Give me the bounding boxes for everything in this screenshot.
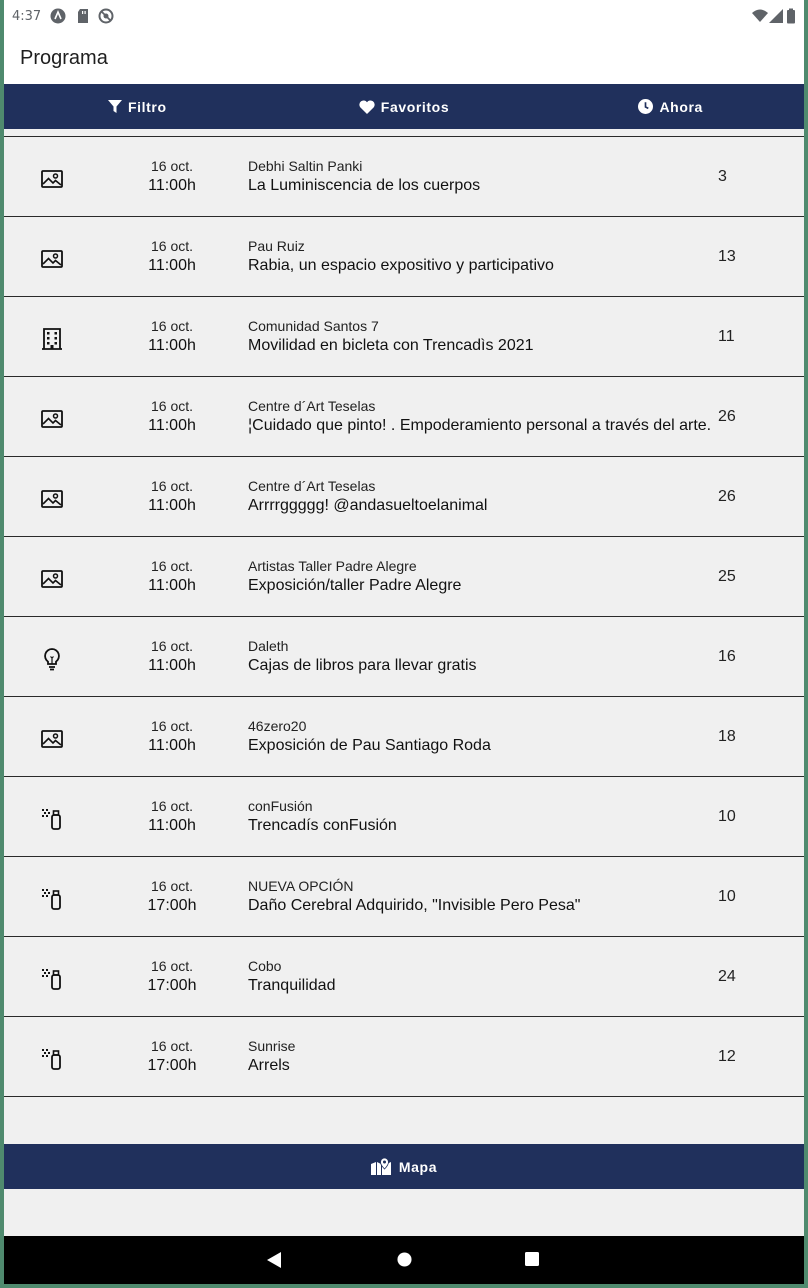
event-time: 11:00h xyxy=(148,257,196,274)
image-icon xyxy=(40,727,64,751)
event-number: 16 xyxy=(718,648,736,665)
event-number: 26 xyxy=(718,408,736,425)
event-title: Arrels xyxy=(248,1057,290,1074)
event-title: ¦Cuidado que pinto! . Empoderamiento personal a través del arte. xyxy=(248,417,712,434)
event-number: 11 xyxy=(718,328,735,345)
map-icon xyxy=(371,1158,391,1175)
event-title: Rabia, un espacio expositivo y participativo xyxy=(248,257,554,274)
event-time: 17:00h xyxy=(147,977,197,994)
system-nav-bar xyxy=(4,1236,804,1284)
recents-icon[interactable] xyxy=(525,1252,539,1266)
filter-icon xyxy=(108,100,122,114)
event-author: Sunrise xyxy=(248,1038,296,1054)
lightbulb-icon xyxy=(40,647,64,671)
event-time: 11:00h xyxy=(148,577,196,594)
event-date: 16 oct. xyxy=(150,798,194,814)
event-author: Pau Ruiz xyxy=(248,238,305,254)
event-row[interactable] xyxy=(4,777,804,857)
event-number: 26 xyxy=(718,488,736,505)
event-date: 16 oct. xyxy=(150,158,194,174)
event-date: 16 oct. xyxy=(150,478,194,494)
filter-label: Filtro xyxy=(128,98,167,115)
event-date: 16 oct. xyxy=(150,1038,194,1054)
event-row[interactable] xyxy=(4,457,804,537)
event-number: 10 xyxy=(718,888,736,905)
event-row[interactable] xyxy=(4,217,804,297)
app-notification-icon xyxy=(50,8,66,24)
event-title: Tranquilidad xyxy=(248,977,336,994)
now-button[interactable] xyxy=(537,84,804,129)
event-author: NUEVA OPCIÓN xyxy=(248,878,354,894)
event-time: 17:00h xyxy=(147,897,197,914)
event-date: 16 oct. xyxy=(150,638,194,654)
event-author: Centre d´Art Teselas xyxy=(248,398,376,414)
event-time: 11:00h xyxy=(148,177,196,194)
event-number: 13 xyxy=(718,248,736,265)
event-author: Comunidad Santos 7 xyxy=(248,318,379,334)
event-time: 11:00h xyxy=(148,337,196,354)
spray-can-icon xyxy=(40,967,64,991)
event-date: 16 oct. xyxy=(150,318,194,334)
status-bar xyxy=(4,0,804,32)
event-date: 16 oct. xyxy=(150,238,194,254)
event-title: Exposición/taller Padre Alegre xyxy=(248,577,462,594)
app-bar xyxy=(4,32,804,84)
event-number: 18 xyxy=(718,728,736,745)
building-icon xyxy=(40,327,64,351)
event-number: 24 xyxy=(718,968,736,985)
event-date: 16 oct. xyxy=(150,878,194,894)
spray-can-icon xyxy=(40,807,64,831)
event-author: Daleth xyxy=(248,638,289,654)
home-icon[interactable] xyxy=(397,1252,412,1267)
event-author: Cobo xyxy=(248,958,282,974)
map-button[interactable] xyxy=(4,1144,804,1189)
event-title: Arrrrggggg! @andasueltoelanimal xyxy=(248,497,488,514)
back-icon[interactable] xyxy=(266,1252,282,1268)
app-frame xyxy=(4,0,804,1284)
do-not-disturb-icon xyxy=(98,8,114,24)
event-list[interactable] xyxy=(4,129,804,1144)
event-title: Cajas de libros para llevar gratis xyxy=(248,657,477,674)
event-time: 11:00h xyxy=(148,657,196,674)
event-row[interactable] xyxy=(4,937,804,1017)
event-time: 11:00h xyxy=(148,817,196,834)
event-number: 3 xyxy=(718,168,727,185)
event-number: 10 xyxy=(718,808,736,825)
event-time: 11:00h xyxy=(148,737,196,754)
top-nav-bar xyxy=(4,84,804,129)
event-row[interactable] xyxy=(4,137,804,217)
event-date: 16 oct. xyxy=(150,398,194,414)
event-title: Exposición de Pau Santiago Roda xyxy=(248,737,491,754)
event-row[interactable] xyxy=(4,697,804,777)
event-row[interactable] xyxy=(4,297,804,377)
event-row[interactable] xyxy=(4,377,804,457)
spray-can-icon xyxy=(40,1047,64,1071)
event-row[interactable] xyxy=(4,1017,804,1097)
sd-card-icon xyxy=(76,8,92,24)
wifi-icon xyxy=(752,8,768,24)
signal-icon xyxy=(768,8,784,24)
event-time: 11:00h xyxy=(148,417,196,434)
now-label: Ahora xyxy=(659,98,703,115)
event-title: Trencadís conFusión xyxy=(248,817,397,834)
event-author: Centre d´Art Teselas xyxy=(248,478,376,494)
event-author: conFusión xyxy=(248,798,313,814)
event-author: Debhi Saltin Panki xyxy=(248,158,363,174)
event-row[interactable] xyxy=(4,857,804,937)
event-time: 11:00h xyxy=(148,497,196,514)
image-icon xyxy=(40,567,64,591)
event-title: Daño Cerebral Adquirido, "Invisible Pero Pesa" xyxy=(248,897,581,914)
heart-icon xyxy=(359,100,375,114)
event-title: Movilidad en bicleta con Trencadìs 2021 xyxy=(248,337,534,354)
event-row[interactable] xyxy=(4,617,804,697)
status-time: 4:37 xyxy=(12,9,42,24)
image-icon xyxy=(40,167,64,191)
filter-button[interactable] xyxy=(4,84,271,129)
event-number: 12 xyxy=(718,1048,736,1065)
event-title: La Luminiscencia de los cuerpos xyxy=(248,177,481,194)
event-number: 25 xyxy=(718,568,736,585)
event-author: Artistas Taller Padre Alegre xyxy=(248,558,417,574)
event-date: 16 oct. xyxy=(150,558,194,574)
event-time: 17:00h xyxy=(147,1057,197,1074)
image-icon xyxy=(40,407,64,431)
favorites-button[interactable] xyxy=(271,84,538,129)
event-author: 46zero20 xyxy=(248,718,307,734)
event-date: 16 oct. xyxy=(150,718,194,734)
clock-icon xyxy=(638,99,653,114)
image-icon xyxy=(40,487,64,511)
event-date: 16 oct. xyxy=(150,958,194,974)
map-label: Mapa xyxy=(398,1158,438,1175)
event-row[interactable] xyxy=(4,537,804,617)
spray-can-icon xyxy=(40,887,64,911)
battery-icon xyxy=(786,8,796,24)
image-icon xyxy=(40,247,64,271)
page-title: Programa xyxy=(20,47,108,69)
favorites-label: Favoritos xyxy=(380,98,450,115)
